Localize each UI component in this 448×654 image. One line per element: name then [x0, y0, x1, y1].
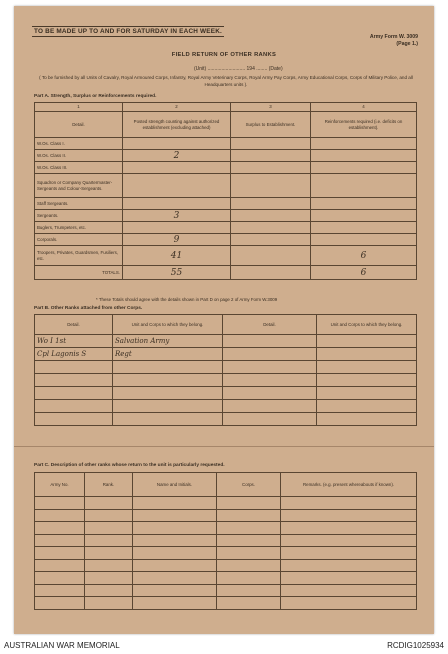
part-a-heading: Part A. Strength, Surplus or Reinforcements required. — [34, 94, 157, 99]
column-header: Detail. — [35, 315, 113, 335]
empty-cell — [223, 400, 317, 413]
row-detail: W.Os. Class I. — [35, 138, 123, 150]
attached-detail: Wo I 1st — [35, 335, 113, 348]
empty-cell — [217, 497, 281, 510]
empty-cell — [85, 572, 133, 585]
col-number: 2 — [123, 103, 231, 112]
empty-cell — [217, 509, 281, 522]
part-a-table — [34, 102, 417, 280]
column-header: Name and Initials. — [133, 473, 217, 497]
surplus-value — [231, 150, 311, 162]
archive-name: AUSTRALIAN WAR MEMORIAL — [4, 641, 120, 650]
requested-row — [35, 509, 417, 522]
form-sheet — [14, 6, 434, 634]
column-header: Corps. — [217, 473, 281, 497]
attached-row — [35, 361, 417, 374]
column-header: Posted strength counting against authorized establishment (excluding attached) — [123, 112, 231, 138]
empty-cell — [281, 534, 417, 547]
strength-row — [35, 234, 417, 246]
col-number: 4 — [311, 103, 417, 112]
empty-cell — [281, 522, 417, 535]
col-number: 3 — [231, 103, 311, 112]
surplus-value — [231, 198, 311, 210]
strength-row — [35, 162, 417, 174]
reinforcements-value — [311, 234, 417, 246]
posted-strength — [123, 198, 231, 210]
row-detail: Sergeants. — [35, 210, 123, 222]
empty-cell — [317, 374, 417, 387]
column-header: Army No. — [35, 473, 85, 497]
empty-cell — [85, 522, 133, 535]
attached-row — [35, 387, 417, 400]
strength-row — [35, 210, 417, 222]
empty-cell — [133, 509, 217, 522]
row-detail: Corporals. — [35, 234, 123, 246]
empty-cell — [217, 597, 281, 610]
empty-cell — [35, 497, 85, 510]
empty-cell — [217, 572, 281, 585]
empty-cell — [281, 597, 417, 610]
totals-label: TOTALS. — [35, 266, 123, 280]
attached-detail — [223, 348, 317, 361]
empty-cell — [317, 400, 417, 413]
empty-cell — [35, 559, 85, 572]
empty-cell — [85, 597, 133, 610]
posted-strength — [123, 162, 231, 174]
surplus-value — [231, 138, 311, 150]
form-title: FIELD RETURN OF OTHER RANKS — [171, 52, 277, 58]
empty-cell — [35, 547, 85, 560]
reinforcements-value — [311, 150, 417, 162]
empty-cell — [85, 559, 133, 572]
empty-cell — [217, 547, 281, 560]
empty-cell — [35, 374, 113, 387]
empty-cell — [223, 374, 317, 387]
posted-strength — [123, 138, 231, 150]
empty-cell — [85, 584, 133, 597]
col-number: 1 — [35, 103, 123, 112]
row-detail: W.Os. Class III. — [35, 162, 123, 174]
empty-cell — [281, 584, 417, 597]
totals-row — [35, 266, 417, 280]
totals-footnote: * These Totals should agree with the details shown in Part D on page 2 of Army Form W.3009 — [96, 297, 278, 302]
empty-cell — [133, 559, 217, 572]
part-b-table — [34, 314, 417, 426]
requested-row — [35, 522, 417, 535]
strength-row — [35, 198, 417, 210]
row-detail: Staff Sergeants. — [35, 198, 123, 210]
empty-cell — [35, 597, 85, 610]
army-form-number — [370, 34, 418, 47]
furnish-note: ( To be furnished by all Units of Cavalry, Royal Armoured Corps, Infantry, Royal Army Veterinary Corps, Royal Army Pay Corps, Army Educational Corps, Corps of Military Police, and all Headquarters units ). — [39, 75, 413, 87]
reinforcements-value — [311, 210, 417, 222]
archive-footer — [0, 636, 448, 654]
empty-cell — [317, 413, 417, 426]
empty-cell — [35, 400, 113, 413]
attached-row — [35, 335, 417, 348]
column-header: Unit and Corps to which they belong. — [317, 315, 417, 335]
fold-crease — [14, 446, 434, 447]
empty-cell — [317, 361, 417, 374]
empty-cell — [217, 559, 281, 572]
strength-row — [35, 174, 417, 198]
posted-strength: 3 — [123, 210, 231, 222]
strength-row — [35, 138, 417, 150]
attached-row — [35, 400, 417, 413]
empty-cell — [133, 497, 217, 510]
posted-strength: 9 — [123, 234, 231, 246]
empty-cell — [35, 534, 85, 547]
attached-row — [35, 348, 417, 361]
attached-detail: Cpl Lagonis S — [35, 348, 113, 361]
archive-id: RCDIG1025934 — [387, 641, 444, 650]
requested-row — [35, 559, 417, 572]
requested-row — [35, 584, 417, 597]
column-header: Reinforcements required (i.e. deficits on establishment). — [311, 112, 417, 138]
strength-row — [35, 150, 417, 162]
attached-unit — [317, 348, 417, 361]
reinforcements-value — [311, 174, 417, 198]
attached-detail — [223, 335, 317, 348]
row-detail: W.Os. Class II. — [35, 150, 123, 162]
posted-strength — [123, 174, 231, 198]
empty-cell — [113, 400, 223, 413]
empty-cell — [113, 361, 223, 374]
totals-reinf: 6 — [311, 266, 417, 280]
part-c-heading: Part C. Description of other ranks whose return to the unit is particularly requested. — [34, 463, 225, 468]
surplus-value — [231, 246, 311, 266]
row-detail: Buglers, Trumpeters, etc. — [35, 222, 123, 234]
attached-unit: Regt — [113, 348, 223, 361]
part-a-header-row — [35, 112, 417, 138]
empty-cell — [133, 584, 217, 597]
unit-date-line: (Unit) ........................... 194 ........ (Date) — [194, 66, 283, 72]
column-header: Detail. — [35, 112, 123, 138]
empty-cell — [133, 597, 217, 610]
column-header: Detail. — [223, 315, 317, 335]
army-form-line2: (Page 1.) — [396, 40, 418, 47]
empty-cell — [35, 584, 85, 597]
empty-cell — [35, 522, 85, 535]
attached-unit: Salvation Army — [113, 335, 223, 348]
empty-cell — [133, 547, 217, 560]
requested-row — [35, 534, 417, 547]
reinforcements-value — [311, 222, 417, 234]
surplus-value — [231, 210, 311, 222]
part-b-heading: Part B. Other Ranks attached from other Corps. — [34, 306, 143, 311]
empty-cell — [113, 413, 223, 426]
empty-cell — [223, 413, 317, 426]
empty-cell — [85, 509, 133, 522]
surplus-value — [231, 222, 311, 234]
requested-row — [35, 572, 417, 585]
empty-cell — [85, 547, 133, 560]
surplus-value — [231, 174, 311, 198]
requested-row — [35, 497, 417, 510]
empty-cell — [113, 387, 223, 400]
empty-cell — [35, 509, 85, 522]
empty-cell — [133, 534, 217, 547]
strength-row — [35, 222, 417, 234]
part-a-col-numbers — [35, 103, 417, 112]
attached-unit — [317, 335, 417, 348]
empty-cell — [113, 374, 223, 387]
part-c-header-row — [35, 473, 417, 497]
empty-cell — [35, 361, 113, 374]
empty-cell — [35, 387, 113, 400]
empty-cell — [281, 572, 417, 585]
totals-surplus — [231, 266, 311, 280]
column-header: Rank. — [85, 473, 133, 497]
empty-cell — [133, 522, 217, 535]
totals-posted: 55 — [123, 266, 231, 280]
posted-strength: 41 — [123, 246, 231, 266]
empty-cell — [217, 522, 281, 535]
posted-strength — [123, 222, 231, 234]
empty-cell — [85, 497, 133, 510]
empty-cell — [35, 572, 85, 585]
surplus-value — [231, 234, 311, 246]
empty-cell — [281, 547, 417, 560]
posted-strength: 2 — [123, 150, 231, 162]
requested-row — [35, 547, 417, 560]
empty-cell — [217, 584, 281, 597]
part-b-header-row — [35, 315, 417, 335]
strength-row — [35, 246, 417, 266]
attached-row — [35, 413, 417, 426]
reinforcements-value: 6 — [311, 246, 417, 266]
row-detail: Squadron or Company Quartermaster-Sergeants and Colour-Sergeants. — [35, 174, 123, 198]
empty-cell — [223, 361, 317, 374]
empty-cell — [281, 509, 417, 522]
reinforcements-value — [311, 138, 417, 150]
empty-cell — [281, 559, 417, 572]
reinforcements-value — [311, 198, 417, 210]
reinforcements-value — [311, 162, 417, 174]
empty-cell — [281, 497, 417, 510]
row-detail: Troopers, Privates, Guardsmen, Fusiliers, etc. — [35, 246, 123, 266]
requested-row — [35, 597, 417, 610]
empty-cell — [317, 387, 417, 400]
surplus-value — [231, 162, 311, 174]
empty-cell — [35, 413, 113, 426]
empty-cell — [133, 572, 217, 585]
empty-cell — [217, 534, 281, 547]
part-c-table — [34, 472, 417, 610]
army-form-line1: Army Form W. 3009 — [369, 34, 418, 40]
top-instruction: TO BE MADE UP TO AND FOR SATURDAY IN EACH WEEK. — [34, 28, 222, 35]
column-header: Remarks. (e.g. present whereabouts if known). — [281, 473, 417, 497]
attached-row — [35, 374, 417, 387]
column-header: Surplus to Establishment. — [231, 112, 311, 138]
empty-cell — [85, 534, 133, 547]
column-header: Unit and Corps to which they belong. — [113, 315, 223, 335]
empty-cell — [223, 387, 317, 400]
